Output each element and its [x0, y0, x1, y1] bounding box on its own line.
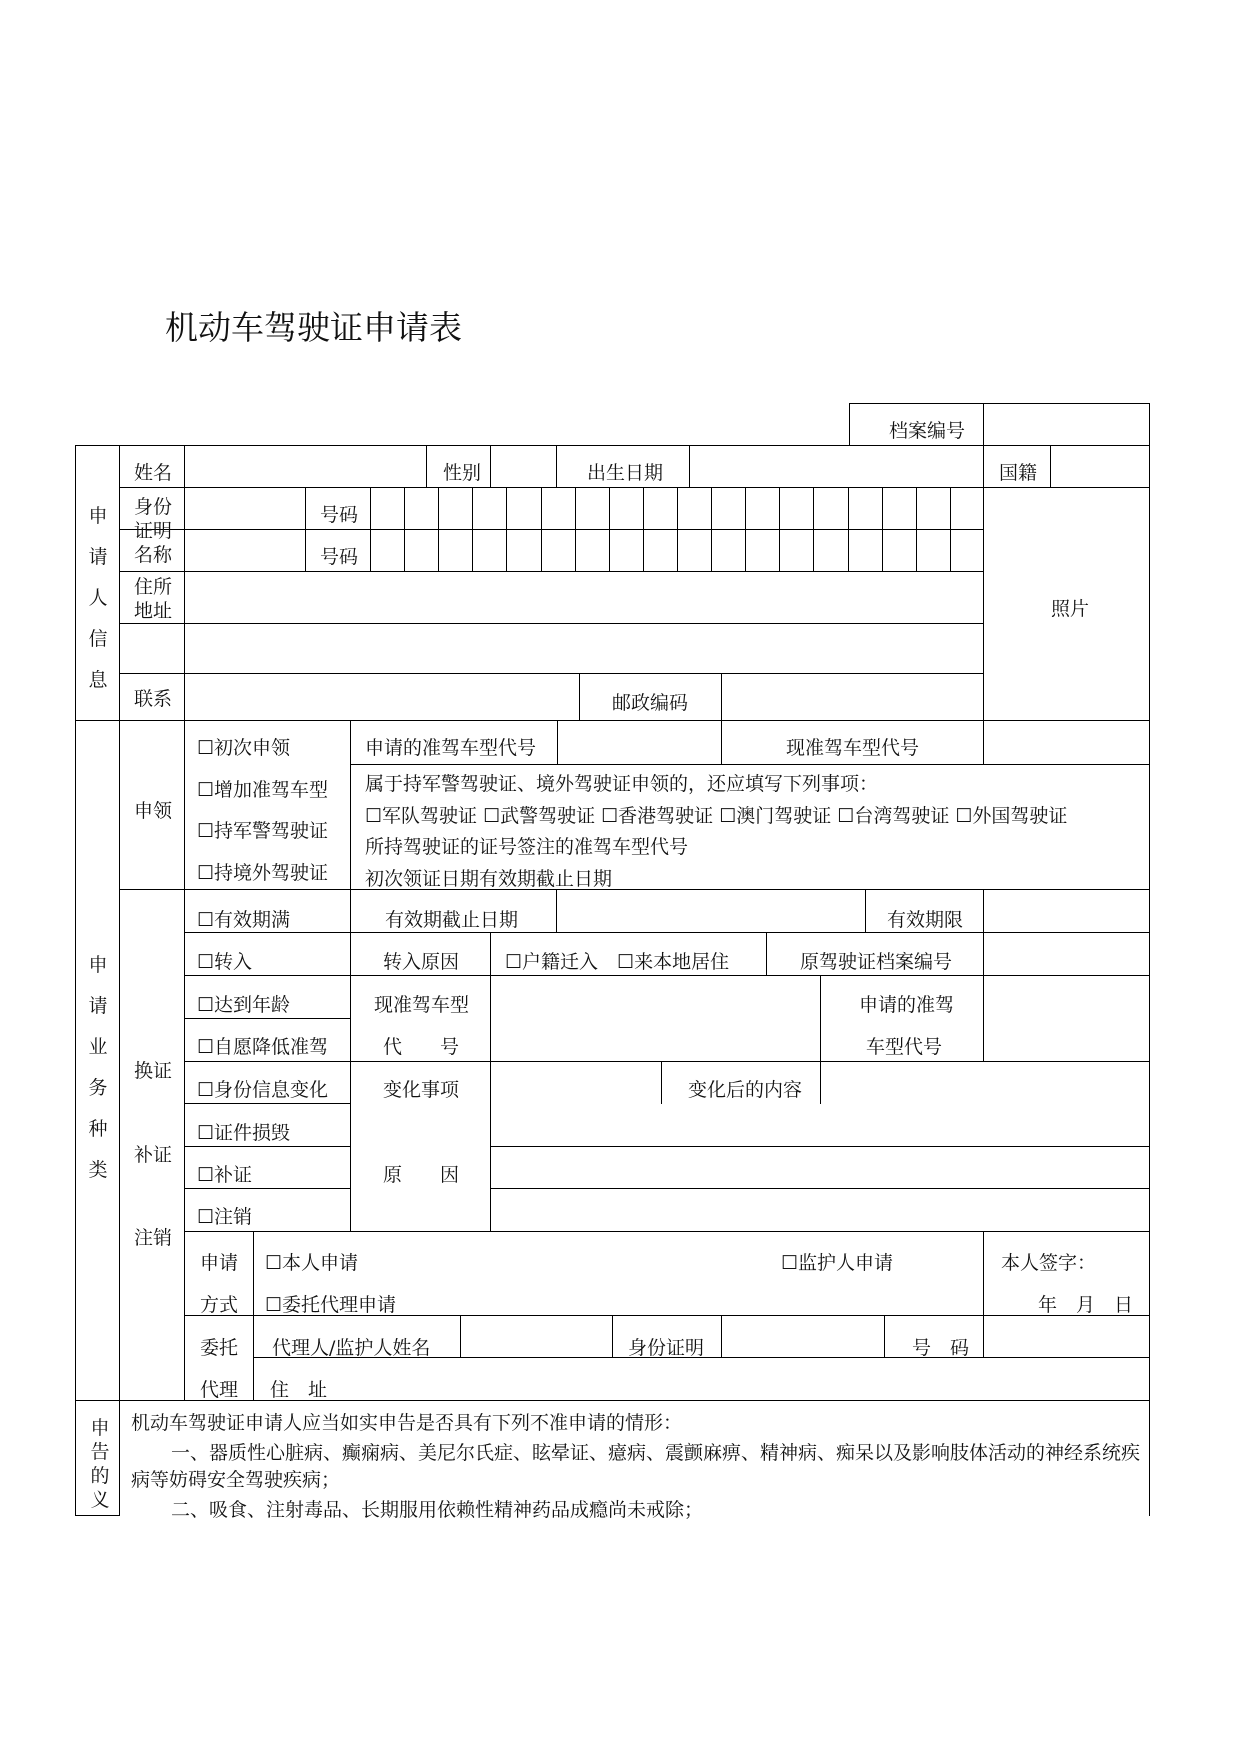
address-label-1: 住所 — [134, 576, 173, 598]
grid-line — [184, 1146, 351, 1147]
req-class-code-field[interactable] — [990, 982, 1148, 1060]
grid-line — [721, 720, 722, 765]
grid-line — [820, 1061, 821, 1104]
transfer-reason-label: 转入原因 — [383, 951, 460, 973]
grid-line — [557, 720, 558, 765]
expiry-date-label: 有效期截止日期 — [385, 909, 519, 931]
orig-archive-field[interactable] — [990, 939, 1148, 977]
id-doc-label-2: 证明 — [134, 520, 173, 542]
first-apply-checkbox[interactable]: ☐初次申领 — [197, 737, 291, 759]
grid-line — [119, 889, 1150, 890]
grid-line — [983, 932, 984, 976]
grid-line — [661, 1061, 662, 1104]
grid-line — [865, 889, 866, 933]
validity-field[interactable] — [990, 897, 1148, 935]
downgrade-checkbox[interactable]: ☐自愿降低准驾 — [197, 1036, 329, 1058]
apply-label: 申领 — [134, 800, 173, 822]
damaged-checkbox[interactable]: ☐证件损毁 — [197, 1122, 291, 1144]
current-class-label: 现准驾车型代号 — [786, 737, 920, 759]
id-doc-name-field-2[interactable] — [187, 534, 302, 570]
grid-line — [766, 932, 767, 976]
grid-line — [75, 445, 76, 1516]
grid-line — [75, 1515, 120, 1516]
declaration-item-2: 二、吸食、注射毒品、长期服用依赖性精神药品成瘾尚未戒除； — [171, 1499, 704, 1521]
grid-line — [612, 1315, 613, 1358]
agent-label-2: 代理 — [200, 1379, 239, 1401]
contact-field[interactable] — [187, 677, 572, 717]
apply-note: 属于持军警驾驶证、境外驾驶证申领的，还应填写下列事项： — [365, 773, 879, 795]
photo-label: 照片 — [1051, 598, 1090, 620]
grid-line — [184, 445, 185, 721]
id-number-boxes-1[interactable] — [373, 492, 983, 528]
grid-line — [579, 673, 580, 721]
req-class-code-label-1: 申请的准驾 — [859, 994, 955, 1016]
grid-line — [119, 529, 984, 530]
contact-label: 联系 — [134, 688, 173, 710]
changed-content-label: 变化后的内容 — [688, 1079, 803, 1101]
grid-line — [490, 1103, 491, 1232]
renew-label: 换证 — [134, 1060, 173, 1082]
orig-archive-label: 原驾驶证档案编号 — [800, 951, 953, 973]
method-label-1: 申请 — [200, 1252, 239, 1274]
name-field[interactable] — [187, 450, 427, 490]
grid-line — [75, 720, 1150, 721]
name-label: 姓名 — [134, 462, 173, 484]
reason-label: 原 因 — [383, 1164, 460, 1186]
current-class-code-label-1: 现准驾车型 — [374, 994, 470, 1016]
grid-line — [119, 445, 120, 1516]
agent-address-label: 住 址 — [270, 1379, 328, 1401]
grid-line — [490, 1061, 491, 1104]
grid-line — [370, 487, 371, 572]
guardian-apply-checkbox[interactable]: ☐监护人申请 — [781, 1252, 894, 1274]
agent-number-label: 号 码 — [912, 1337, 970, 1359]
grid-line — [184, 1061, 1150, 1062]
age-checkbox[interactable]: ☐达到年龄 — [197, 994, 291, 1016]
grid-line — [983, 1231, 984, 1316]
grid-line — [983, 445, 984, 721]
form-title: 机动车驾驶证申请表 — [165, 308, 462, 347]
grid-line — [721, 673, 722, 721]
requested-class-label: 申请的准驾车型代号 — [365, 737, 537, 759]
class-on-licence-label: 所持驾驶证的证号签注的准驾车型代号 — [365, 836, 689, 858]
req-class-code-label-2: 车型代号 — [866, 1036, 943, 1058]
grid-line — [119, 623, 984, 624]
grid-line — [983, 889, 984, 933]
grid-line — [305, 487, 306, 572]
requested-class-field[interactable] — [560, 727, 720, 765]
agent-name-field[interactable] — [465, 1325, 610, 1363]
reissue-label: 补证 — [134, 1144, 173, 1166]
id-doc-name-field-1[interactable] — [187, 492, 302, 528]
grid-line — [184, 1188, 351, 1189]
grid-line — [184, 1231, 1150, 1232]
reason-field[interactable] — [495, 1110, 1148, 1230]
agent-apply-checkbox[interactable]: ☐委托代理申请 — [265, 1294, 397, 1316]
nationality-label: 国籍 — [999, 462, 1038, 484]
grid-line — [849, 403, 850, 446]
expiry-checkbox[interactable]: ☐有效期满 — [197, 909, 291, 931]
grid-line — [490, 445, 491, 488]
grid-line — [689, 445, 690, 488]
foreign-licence-checkbox[interactable]: ☐持境外驾驶证 — [197, 862, 329, 884]
grid-line — [119, 673, 984, 674]
business-section-label: 申请业务种类 — [88, 954, 108, 1181]
grid-line — [490, 932, 491, 976]
gender-label: 性别 — [443, 462, 482, 484]
grid-line — [983, 975, 984, 1062]
agent-address-field[interactable] — [360, 1367, 1148, 1405]
archive-no-label: 档案编号 — [889, 420, 966, 442]
expiry-date-field[interactable] — [560, 897, 865, 935]
reissue-checkbox[interactable]: ☐补证 — [197, 1164, 253, 1186]
signature-date: 年 月 日 — [1038, 1294, 1134, 1316]
current-class-field[interactable] — [990, 727, 1148, 765]
id-number-boxes-2[interactable] — [373, 534, 983, 570]
change-item-field[interactable] — [495, 1067, 660, 1105]
nationality-field[interactable] — [1053, 450, 1148, 490]
agent-id-doc-field[interactable] — [725, 1325, 875, 1363]
cancel-checkbox[interactable]: ☐注销 — [197, 1206, 253, 1228]
address-field[interactable] — [187, 575, 982, 619]
archive-no-field[interactable] — [998, 416, 1148, 446]
grid-line — [184, 1103, 351, 1104]
postal-code-field[interactable] — [723, 677, 983, 717]
military-licence-checkbox[interactable]: ☐持军警驾驶证 — [197, 820, 329, 842]
change-item-label: 变化事项 — [383, 1079, 460, 1101]
applicant-section-label: 申请人信息 — [88, 505, 108, 691]
validity-label: 有效期限 — [887, 909, 964, 931]
declaration-item-1: 一、器质性心脏病、癫痫病、美尼尔氏症、眩晕证、癔病、震颤麻痹、精神病、痴呆以及影响肢体活动的神经系统疾病等妨碍安全驾驶疾病； — [131, 1442, 1141, 1491]
declaration-section-label: 申告的义 — [90, 1417, 110, 1511]
id-change-checkbox[interactable]: ☐身份信息变化 — [197, 1079, 329, 1101]
grid-line — [1050, 445, 1051, 488]
birth-date-field[interactable] — [692, 450, 982, 490]
grid-line — [983, 403, 984, 446]
postal-code-label: 邮政编码 — [612, 692, 689, 714]
grid-line — [184, 1018, 351, 1019]
grid-line — [253, 1231, 254, 1401]
address-field-2[interactable] — [187, 625, 982, 669]
birth-date-label: 出生日期 — [587, 462, 664, 484]
grid-line — [721, 1315, 722, 1358]
agent-label-1: 委托 — [200, 1337, 239, 1359]
cancel-label: 注销 — [134, 1227, 173, 1249]
id-number-label-1: 号码 — [320, 504, 359, 526]
grid-line — [350, 889, 351, 1232]
current-class-code-label-2: 代 号 — [383, 1036, 460, 1058]
licence-type-checkboxes[interactable]: ☐军队驾驶证 ☐武警驾驶证 ☐香港驾驶证 ☐澳门驾驶证 ☐台湾驾驶证 ☐外国驾驶证 — [365, 805, 1068, 827]
add-class-checkbox[interactable]: ☐增加准驾车型 — [197, 779, 329, 801]
transfer-checkbox[interactable]: ☐转入 — [197, 951, 253, 973]
grid-line — [849, 403, 1150, 404]
grid-line — [1149, 403, 1150, 1516]
grid-line — [556, 445, 557, 488]
id-doc-label-1: 身份 — [134, 496, 173, 518]
grid-line — [983, 720, 984, 765]
first-issue-label: 初次领证日期有效期截止日期 — [365, 868, 613, 890]
grid-line — [119, 571, 984, 572]
grid-line — [350, 720, 351, 890]
signature-label: 本人签字： — [1001, 1252, 1097, 1274]
agent-id-doc-label: 身份证明 — [628, 1337, 705, 1359]
grid-line — [460, 1315, 461, 1358]
id-number-label-2: 号码 — [320, 546, 359, 568]
grid-line — [983, 1315, 984, 1358]
declaration-intro: 机动车驾驶证申请人应当如实申告是否具有下列不准申请的情形： — [131, 1412, 683, 1434]
id-doc-label-3: 名称 — [134, 544, 173, 566]
transfer-reason-checkboxes[interactable]: ☐户籍迁入 ☐来本地居住 — [505, 951, 730, 973]
address-label-2: 地址 — [134, 600, 173, 622]
self-apply-checkbox[interactable]: ☐本人申请 — [265, 1252, 359, 1274]
gender-field[interactable] — [498, 450, 553, 490]
grid-line — [884, 1315, 885, 1358]
agent-number-field[interactable] — [990, 1325, 1148, 1363]
changed-content-field[interactable] — [825, 1067, 1148, 1105]
agent-name-label: 代理人/监护人姓名 — [272, 1337, 431, 1359]
grid-line — [556, 889, 557, 933]
method-label-2: 方式 — [200, 1294, 239, 1316]
grid-line — [820, 975, 821, 1062]
grid-line — [75, 445, 1150, 446]
grid-line — [490, 975, 491, 1062]
current-class-code-field[interactable] — [495, 982, 820, 1060]
